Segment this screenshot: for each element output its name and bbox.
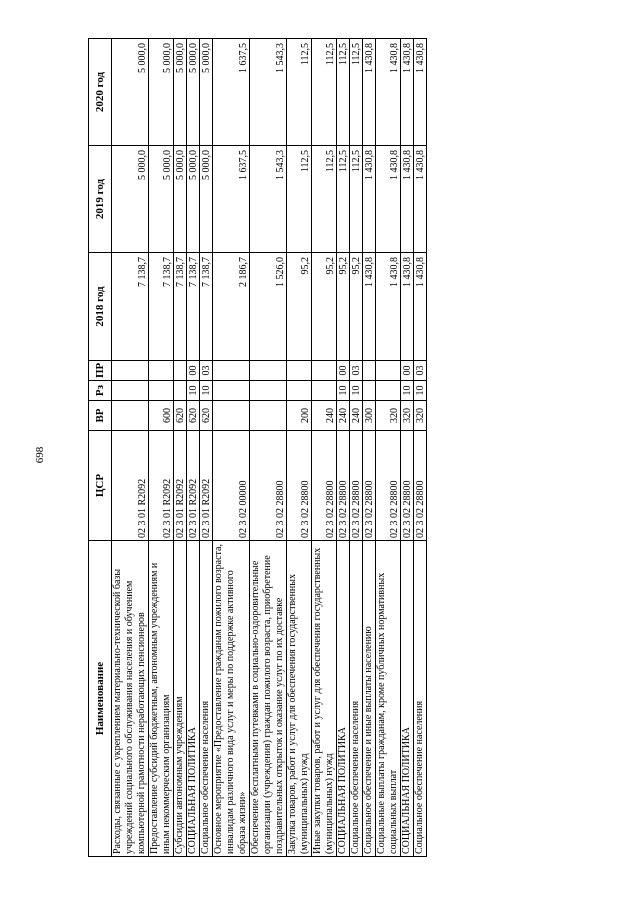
cell-name: Социальное обеспечение населения (200, 541, 213, 857)
table-row (149, 39, 174, 857)
table-row (213, 39, 250, 857)
cell-csr: 02 3 02 28800 (287, 431, 312, 541)
cell-2018: 1 430,8 (401, 253, 414, 361)
cell-name: Социальное обеспечение и иные выплаты населению (363, 541, 376, 857)
table-row (350, 39, 363, 857)
cell-name: Социальное обеспечение населения (350, 541, 363, 857)
cell-2020: 112,5 (287, 39, 312, 146)
cell-2018: 1 430,8 (376, 253, 401, 361)
cell-2020: 5 000,0 (200, 39, 213, 146)
cell-vr: 620 (174, 401, 187, 431)
cell-2018: 7 138,7 (174, 253, 187, 361)
cell-csr: 02 3 02 28800 (337, 431, 350, 541)
cell-csr: 02 3 02 28800 (363, 431, 376, 541)
cell-pr (250, 361, 287, 381)
cell-csr: 02 3 02 28800 (414, 431, 427, 541)
header-csr: ЦСР (89, 431, 112, 541)
cell-rz: 10 (350, 381, 363, 401)
cell-csr: 02 3 01 R2092 (149, 431, 174, 541)
cell-rz: 10 (401, 381, 414, 401)
cell-csr: 02 3 01 R2092 (200, 431, 213, 541)
cell-pr (112, 361, 149, 381)
cell-2020: 5 000,0 (112, 39, 149, 146)
cell-vr: 620 (187, 401, 200, 431)
cell-name: Социальные выплаты гражданам, кроме публичных нормативных социальных выплат (376, 541, 401, 857)
cell-rz: 10 (414, 381, 427, 401)
cell-vr: 620 (200, 401, 213, 431)
header-name: Наименование (89, 541, 112, 857)
cell-2020: 5 000,0 (187, 39, 200, 146)
cell-name: Обеспечение бесплатными путевками в социально-оздоровительные организации (учреждения) граждан пожилого возраста, приобретение поздравительных открыток и оказание услуг по их доставке (250, 541, 287, 857)
cell-2019: 1 430,8 (414, 146, 427, 253)
cell-name: СОЦИАЛЬНАЯ ПОЛИТИКА (401, 541, 414, 857)
cell-vr: 240 (312, 401, 337, 431)
cell-2019: 1 543,3 (250, 146, 287, 253)
cell-rz (376, 381, 401, 401)
cell-name: Предоставление субсидий бюджетным, автономным учреждениям и иным некоммерческим организациям (149, 541, 174, 857)
cell-2020: 5 000,0 (174, 39, 187, 146)
header-vr: ВР (89, 401, 112, 431)
cell-2019: 5 000,0 (174, 146, 187, 253)
cell-2020: 112,5 (350, 39, 363, 146)
cell-name: Иные закупки товаров, работ и услуг для обеспечения государственных (муниципальных) нужд (312, 541, 337, 857)
cell-2018: 2 186,7 (213, 253, 250, 361)
cell-vr (112, 401, 149, 431)
cell-2020: 112,5 (337, 39, 350, 146)
cell-csr: 02 3 02 28800 (376, 431, 401, 541)
cell-csr: 02 3 01 R2092 (174, 431, 187, 541)
table-row (200, 39, 213, 857)
cell-2020: 1 430,8 (414, 39, 427, 146)
cell-rz (287, 381, 312, 401)
cell-name: Социальное обеспечение населения (414, 541, 427, 857)
cell-2018: 7 138,7 (200, 253, 213, 361)
cell-name: СОЦИАЛЬНАЯ ПОЛИТИКА (187, 541, 200, 857)
cell-pr: 03 (414, 361, 427, 381)
cell-name: Закупка товаров, работ и услуг для обеспечения государственных (муниципальных) нужд (287, 541, 312, 857)
cell-csr: 02 3 02 00000 (213, 431, 250, 541)
table-row (414, 39, 427, 857)
cell-name: Основное мероприятие «Предоставление гражданам пожилого возраста, инвалидам различного вида услуг и меры по поддержке активного образа жизни» (213, 541, 250, 857)
cell-2019: 5 000,0 (112, 146, 149, 253)
cell-2018: 7 138,7 (112, 253, 149, 361)
cell-2019: 112,5 (312, 146, 337, 253)
cell-rz (363, 381, 376, 401)
cell-pr: 00 (337, 361, 350, 381)
cell-rz: 10 (187, 381, 200, 401)
cell-name: Расходы, связанные с укреплением материально-технической базы учреждений социального обслуживания населения и обучением компьютерной грамотности неработающих пенсионеров (112, 541, 149, 857)
cell-2020: 1 430,8 (363, 39, 376, 146)
cell-csr: 02 3 02 28800 (312, 431, 337, 541)
budget-table (88, 38, 427, 857)
cell-vr: 320 (401, 401, 414, 431)
cell-2019: 112,5 (350, 146, 363, 253)
cell-2020: 1 543,3 (250, 39, 287, 146)
table-row (376, 39, 401, 857)
cell-pr: 03 (350, 361, 363, 381)
table-body (112, 39, 427, 857)
cell-pr: 00 (187, 361, 200, 381)
table-row (312, 39, 337, 857)
cell-pr (174, 361, 187, 381)
cell-vr: 320 (376, 401, 401, 431)
cell-2020: 5 000,0 (149, 39, 174, 146)
cell-rz: 10 (200, 381, 213, 401)
cell-2019: 1 430,8 (401, 146, 414, 253)
cell-2018: 1 526,0 (250, 253, 287, 361)
table-row (337, 39, 350, 857)
rotated-page-content (88, 39, 427, 857)
cell-2019: 5 000,0 (187, 146, 200, 253)
cell-2018: 95,2 (337, 253, 350, 361)
cell-pr: 03 (200, 361, 213, 381)
table-row (287, 39, 312, 857)
cell-rz (312, 381, 337, 401)
header-2018: 2018 год (89, 253, 112, 361)
cell-2019: 1 430,8 (363, 146, 376, 253)
cell-vr: 300 (363, 401, 376, 431)
cell-2018: 1 430,8 (363, 253, 376, 361)
cell-2019: 5 000,0 (200, 146, 213, 253)
cell-2019: 112,5 (337, 146, 350, 253)
table-row (363, 39, 376, 857)
table-row (174, 39, 187, 857)
cell-2018: 1 430,8 (414, 253, 427, 361)
cell-vr: 600 (149, 401, 174, 431)
cell-rz (213, 381, 250, 401)
table-row (112, 39, 149, 857)
header-2019: 2019 год (89, 146, 112, 253)
cell-2020: 1 430,8 (376, 39, 401, 146)
cell-rz (250, 381, 287, 401)
table-row (401, 39, 414, 857)
cell-2018: 7 138,7 (187, 253, 200, 361)
cell-vr: 240 (337, 401, 350, 431)
cell-vr: 200 (287, 401, 312, 431)
cell-vr: 240 (350, 401, 363, 431)
header-2020: 2020 год (89, 39, 112, 146)
cell-2019: 112,5 (287, 146, 312, 253)
cell-2019: 1 430,8 (376, 146, 401, 253)
cell-csr: 02 3 01 R2092 (112, 431, 149, 541)
cell-pr (287, 361, 312, 381)
cell-2020: 112,5 (312, 39, 337, 146)
cell-pr (149, 361, 174, 381)
cell-rz: 10 (337, 381, 350, 401)
cell-csr: 02 3 01 R2092 (187, 431, 200, 541)
table-header-row (89, 39, 112, 857)
cell-pr (312, 361, 337, 381)
cell-pr (376, 361, 401, 381)
cell-vr (250, 401, 287, 431)
cell-name: Субсидии автономным учреждениям (174, 541, 187, 857)
cell-rz (149, 381, 174, 401)
cell-pr (213, 361, 250, 381)
cell-csr: 02 3 02 28800 (250, 431, 287, 541)
header-rz: Рз (89, 381, 112, 401)
cell-name: СОЦИАЛЬНАЯ ПОЛИТИКА (337, 541, 350, 857)
table-row (187, 39, 200, 857)
cell-2020: 1 430,8 (401, 39, 414, 146)
cell-rz (174, 381, 187, 401)
cell-pr: 00 (401, 361, 414, 381)
cell-2018: 95,2 (287, 253, 312, 361)
page-number: 698 (34, 446, 46, 464)
cell-csr: 02 3 02 28800 (350, 431, 363, 541)
cell-pr (363, 361, 376, 381)
cell-2018: 7 138,7 (149, 253, 174, 361)
cell-2018: 95,2 (350, 253, 363, 361)
cell-2019: 1 637,5 (213, 146, 250, 253)
cell-vr: 320 (414, 401, 427, 431)
cell-rz (112, 381, 149, 401)
cell-2019: 5 000,0 (149, 146, 174, 253)
cell-vr (213, 401, 250, 431)
table-row (250, 39, 287, 857)
cell-csr: 02 3 02 28800 (401, 431, 414, 541)
header-pr: ПР (89, 361, 112, 381)
cell-2020: 1 637,5 (213, 39, 250, 146)
cell-2018: 95,2 (312, 253, 337, 361)
